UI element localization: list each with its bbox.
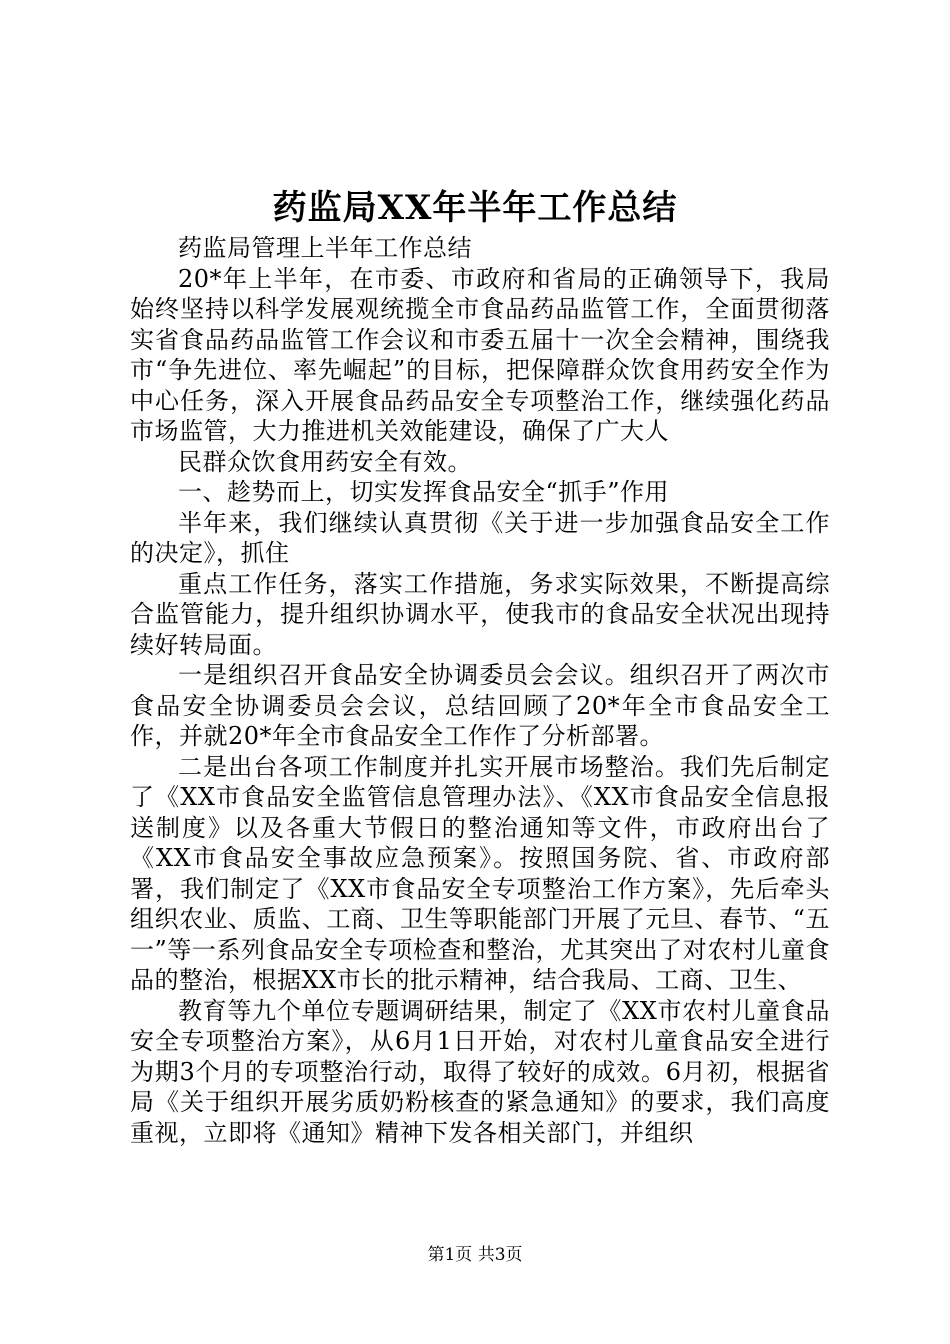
paragraph-subtitle: 药监局管理上半年工作总结 bbox=[178, 234, 472, 262]
page-footer: 第1页 共3页 bbox=[427, 1245, 523, 1265]
paragraph: 半年来，我们继续认真贯彻《关于进一步加强食品安全工作的决定》，抓住 bbox=[130, 508, 830, 567]
paragraph-intro-end: 民群众饮食用药安全有效。 bbox=[178, 447, 472, 476]
paragraph: 一是组织召开食品安全协调委员会会议。组织召开了两次市食品安全协调委员会会议，总结回顾了20*年全市食品安全工作，并就20*年全市食品安全工作作了分析部署。 bbox=[130, 661, 830, 750]
paragraph-intro: 20*年上半年，在市委、市政府和省局的正确领导下，我局始终坚持以科学发展观统揽全市食品药品监管工作，全面贯彻落实省食品药品监管工作会议和市委五届十一次全会精神，围绕我市“争先进位、率先崛起”的目标，把保障群众饮食用药安全作为中心任务，深入开展食品药品安全专项整治工作，继续强化药品市场监管，大力推进机关效能建设，确保了广大人 bbox=[130, 264, 830, 445]
paragraph: 重点工作任务，落实工作措施，务求实际效果，不断提高综合监管能力，提升组织协调水平，使我市的食品安全状况出现持续好转局面。 bbox=[130, 569, 830, 659]
document-body bbox=[130, 233, 830, 1148]
paragraph: 二是出台各项工作制度并扎实开展市场整治。我们先后制定了《XX市食品安全监管信息管理办法》、《XX市食品安全信息报送制度》以及各重大节假日的整治通知等文件，市政府出台了《XX市食品安全事故应急预案》。按照国务院、省、市政府部署，我们制定了《XX市食品安全专项整治工作方案》，先后牵头组织农业、质监、工商、卫生等职能部门开展了元旦、春节、“五一”等一系列食品安全专项检查和整治，尤其突出了对农村儿童食品的整治，根据XX市长的批示精神，结合我局、工商、卫生、 bbox=[130, 752, 830, 994]
section-heading-1: 一、趁势而上，切实发挥食品安全“抓手”作用 bbox=[178, 478, 670, 506]
document-title: 药监局XX年半年工作总结 bbox=[272, 188, 678, 228]
paragraph: 教育等九个单位专题调研结果，制定了《XX市农村儿童食品安全专项整治方案》，从6月1日开始，对农村儿童食品安全进行为期3个月的专项整治行动，取得了较好的成效。6月初，根据省局《关于组织开展劣质奶粉核查的紧急通知》的要求，我们高度重视，立即将《通知》精神下发各相关部门，并组织 bbox=[130, 996, 830, 1147]
